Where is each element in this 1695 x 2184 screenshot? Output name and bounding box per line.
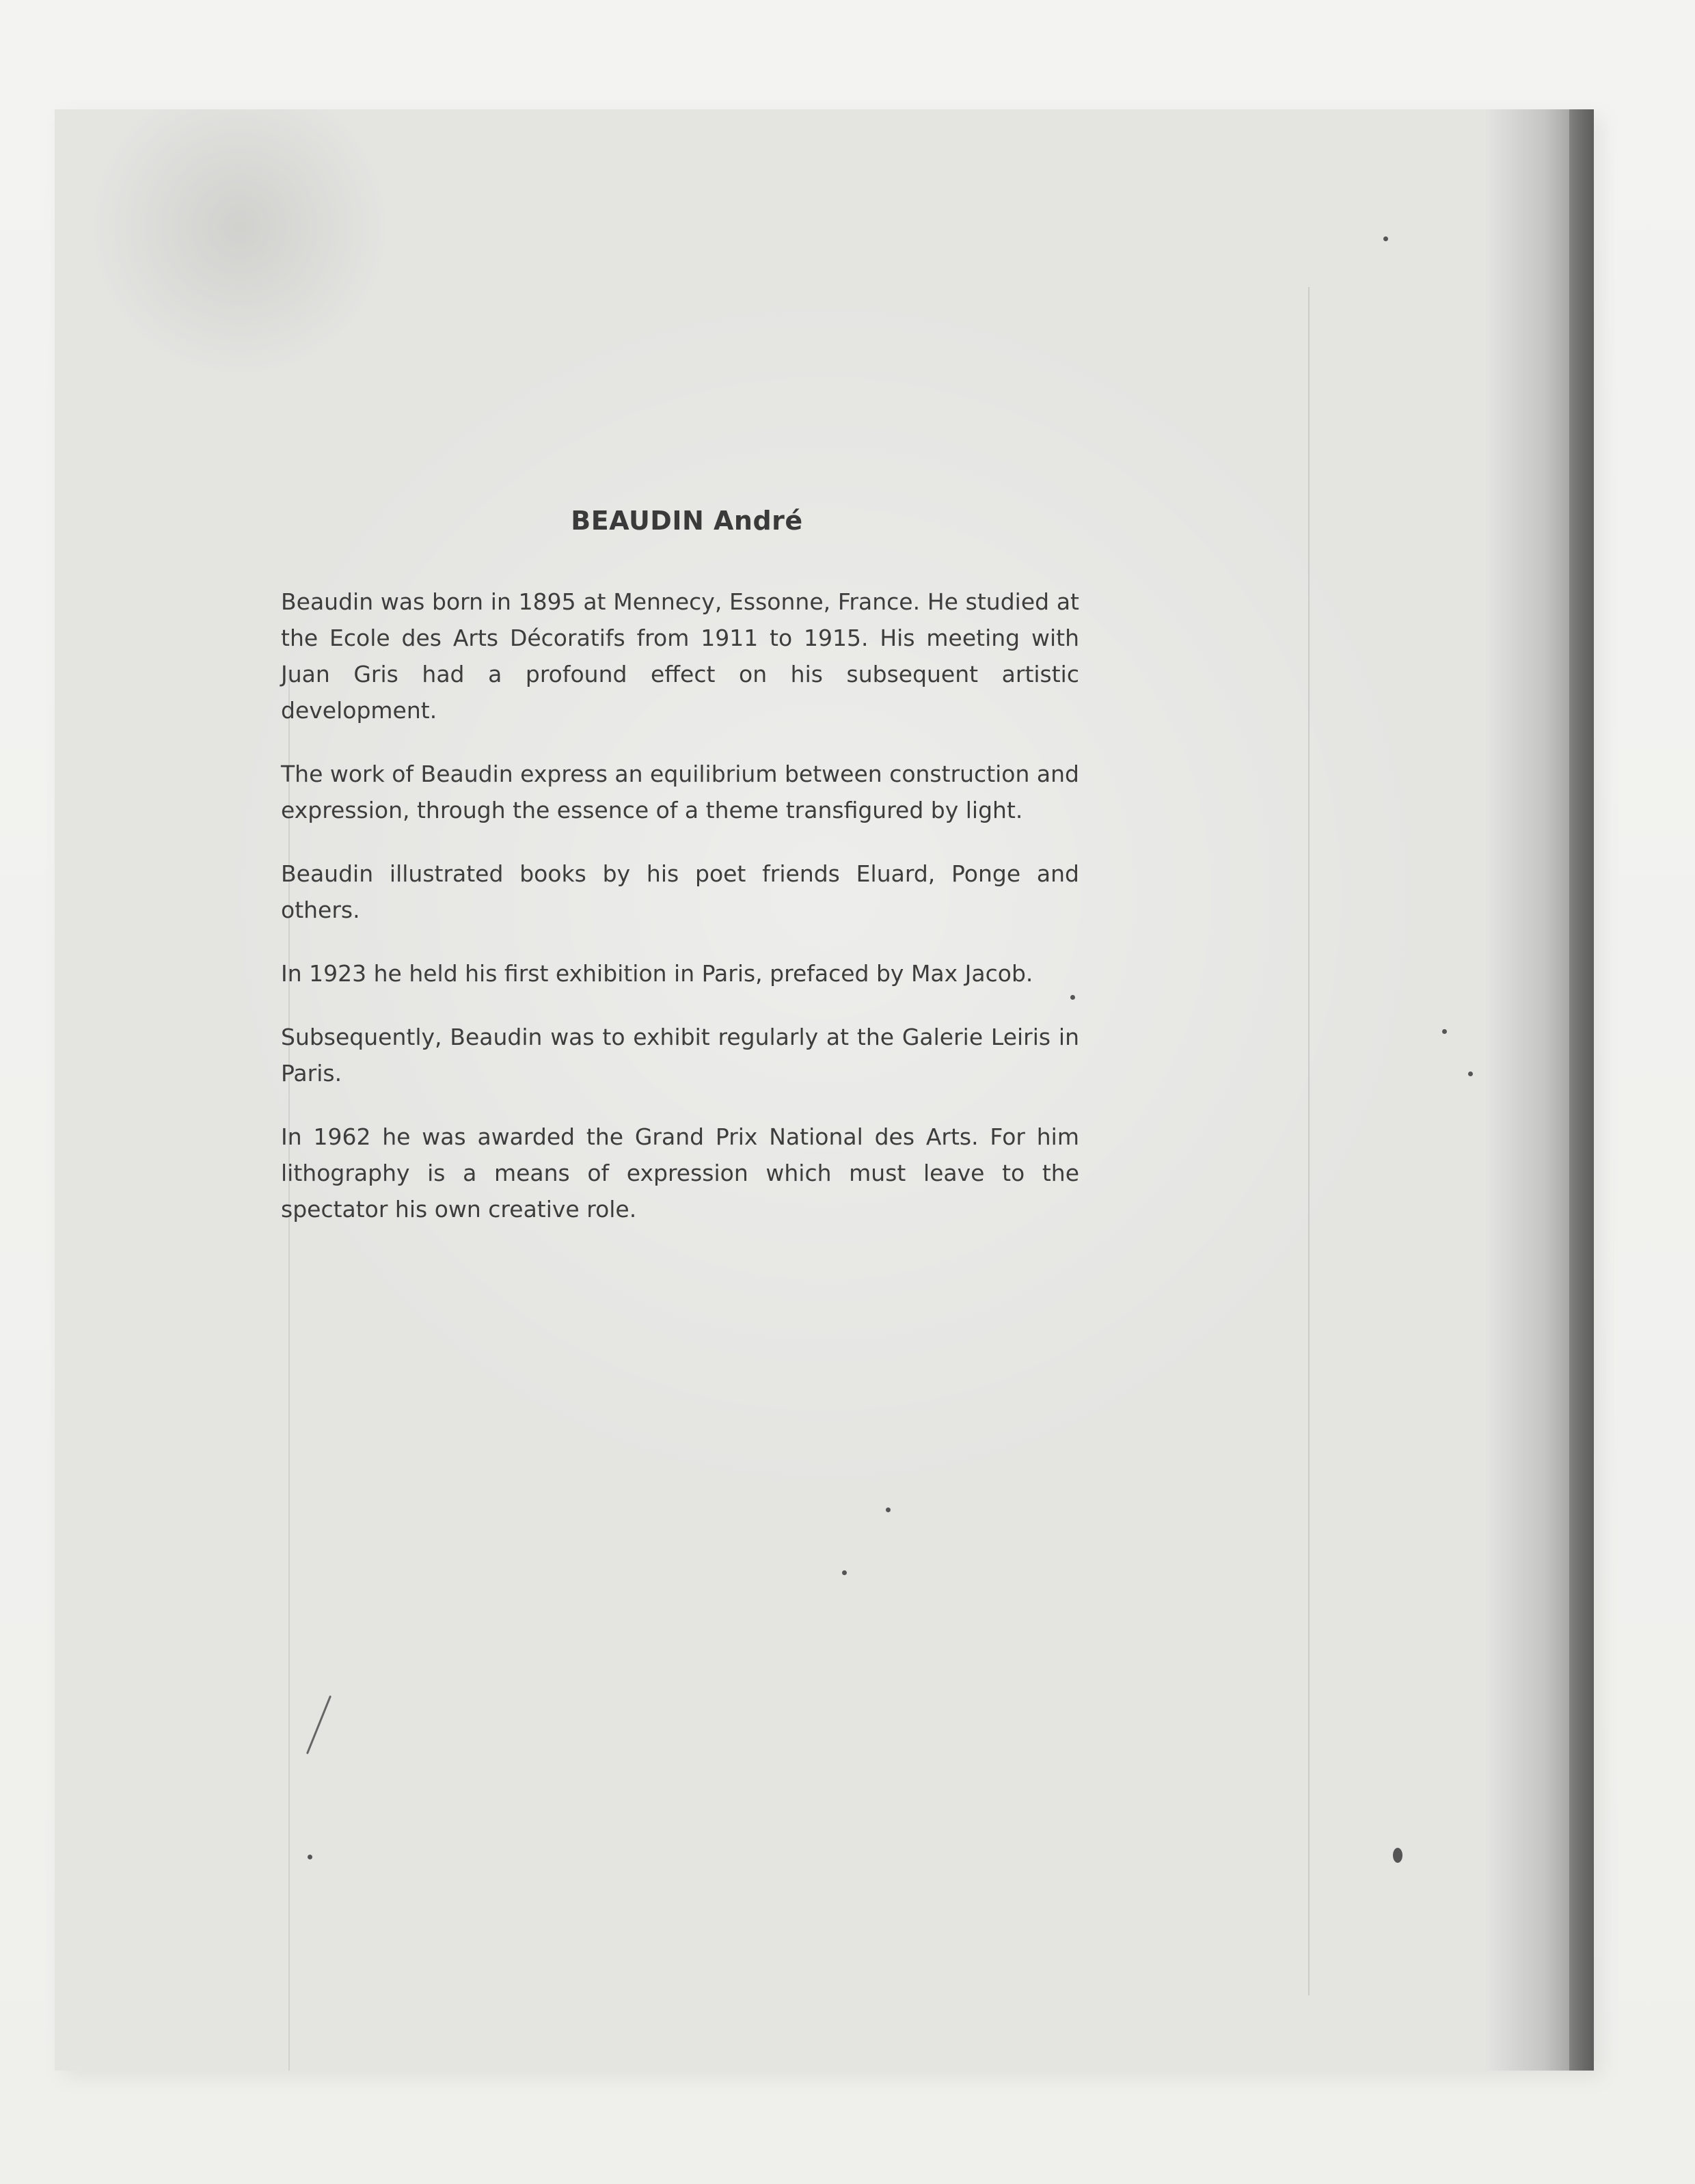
paper-speck: [1383, 236, 1388, 241]
paragraph-birth: Beaudin was born in 1895 at Mennecy, Essonne, France. He studied at the Ecole des Arts Décoratifs from 1911 to 1915. His meeting with Juan Gris had a profound effect on his subsequent artistic development.: [281, 588, 1079, 724]
paragraph-galerie: Subsequently, Beaudin was to exhibit regularly at the Galerie Leiris in Paris.: [281, 1024, 1079, 1087]
paper-speck: [308, 1855, 312, 1859]
paper-speck: [1468, 1071, 1473, 1076]
paper-speck: [1442, 1029, 1447, 1034]
fold-line: [1308, 287, 1310, 1995]
paragraph-books: Beaudin illustrated books by his poet friends Eluard, Ponge and others.: [281, 860, 1079, 923]
document-body: [281, 506, 1079, 1255]
paper-speck: [1393, 1848, 1402, 1863]
sheet-edge-strip: [1569, 109, 1594, 2071]
document-title: BEAUDIN André: [571, 506, 803, 536]
paragraph-work: The work of Beaudin express an equilibrium between construction and expression, through the essence of a theme transfigured by light.: [281, 761, 1079, 823]
paragraph-first-exhibition: In 1923 he held his first exhibition in Paris, prefaced by Max Jacob.: [281, 960, 1033, 987]
paragraph-prize: In 1962 he was awarded the Grand Prix National des Arts. For him lithography is a means of expression which must leave to the spectator his own creative role.: [281, 1123, 1079, 1223]
paper-speck: [886, 1507, 891, 1512]
paper-speck: [842, 1570, 847, 1575]
